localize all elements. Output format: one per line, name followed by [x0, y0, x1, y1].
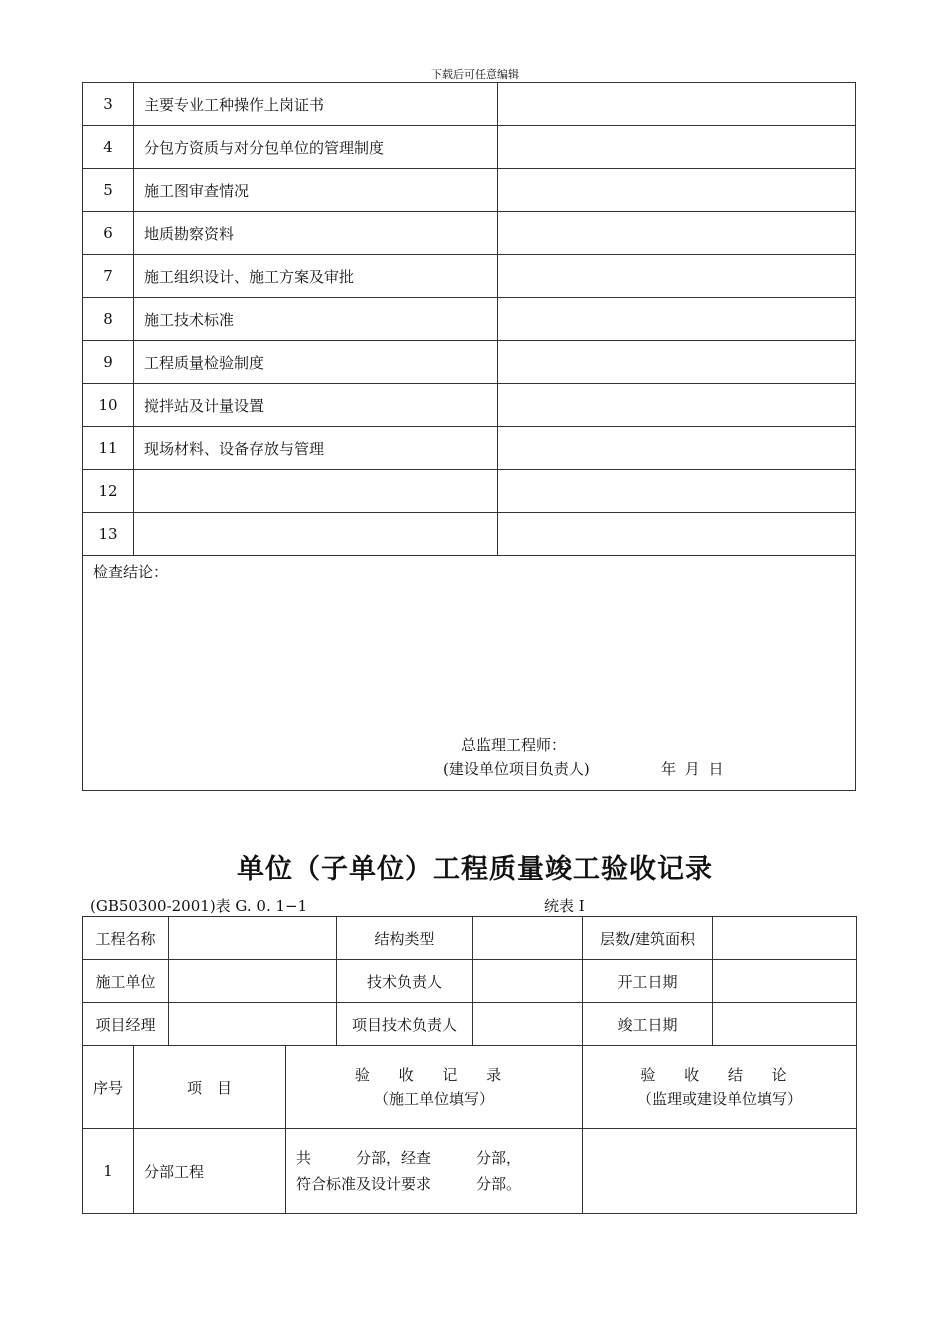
- start-date-label: 开工日期: [583, 960, 713, 1003]
- table-row: [83, 212, 856, 255]
- page-title: 单位（子单位）工程质量竣工验收记录: [237, 854, 713, 885]
- row-item: 施工技术标准: [134, 298, 498, 341]
- row-item: 工程质量检验制度: [134, 341, 498, 384]
- completion-date-label: 竣工日期: [583, 1003, 713, 1046]
- row-number: 7: [83, 255, 134, 298]
- row-number: 12: [83, 470, 134, 513]
- row-status-cell[interactable]: [498, 470, 856, 513]
- project-manager-label: 项目经理: [83, 1003, 169, 1046]
- column-header-record: [286, 1046, 583, 1129]
- row-status-cell[interactable]: [498, 341, 856, 384]
- row-item[interactable]: [134, 470, 498, 513]
- acceptance-table: [82, 1045, 857, 1214]
- row-item: 主要专业工种操作上岗证书: [134, 83, 498, 126]
- row-status-cell[interactable]: [498, 212, 856, 255]
- table-row: [83, 917, 857, 960]
- project-manager-field[interactable]: [169, 1003, 337, 1046]
- table-row: [83, 1129, 857, 1214]
- table-row: [83, 1003, 857, 1046]
- record-header-subtitle: （施工单位填写）: [373, 1090, 494, 1108]
- completion-date-field[interactable]: [713, 1003, 857, 1046]
- row-item: 分包方资质与对分包单位的管理制度: [134, 126, 498, 169]
- column-header-conclusion: [583, 1046, 857, 1129]
- table-row: [83, 83, 856, 126]
- tech-lead-label: 技术负责人: [337, 960, 473, 1003]
- acceptance-conclusion-cell[interactable]: [583, 1129, 857, 1214]
- floors-area-field[interactable]: [713, 917, 857, 960]
- table-row: [83, 384, 856, 427]
- table-row: [83, 513, 856, 556]
- record-line: 符合标准及设计要求 分部。: [296, 1175, 522, 1193]
- row-item: 分部工程: [134, 1129, 286, 1214]
- contractor-label: 施工单位: [83, 960, 169, 1003]
- table-header-row: [83, 1046, 857, 1129]
- standard-code: (GB50300-2001)表 G. 0. 1−1: [90, 897, 308, 915]
- row-item: 搅拌站及计量设置: [134, 384, 498, 427]
- row-number: 11: [83, 427, 134, 470]
- row-number: 9: [83, 341, 134, 384]
- conclusion-header-title: 验 收 结 论: [640, 1066, 799, 1084]
- table-row: [83, 427, 856, 470]
- column-header-item: 项 目: [134, 1046, 286, 1129]
- chief-supervisor-signature-label: 总监理工程师：: [461, 736, 567, 754]
- floors-area-label: 层数/建筑面积: [583, 917, 713, 960]
- row-number: 4: [83, 126, 134, 169]
- row-number: 13: [83, 513, 134, 556]
- row-item: 地质勘察资料: [134, 212, 498, 255]
- row-status-cell[interactable]: [498, 126, 856, 169]
- row-number: 10: [83, 384, 134, 427]
- conclusion-header-subtitle: （监理或建设单位填写）: [636, 1090, 802, 1108]
- tech-lead-field[interactable]: [473, 960, 583, 1003]
- project-tech-lead-field[interactable]: [473, 1003, 583, 1046]
- record-header-title: 验 收 记 录: [354, 1066, 514, 1084]
- record-line: 共 分部，经查 分部，: [296, 1149, 522, 1167]
- row-status-cell[interactable]: [498, 513, 856, 556]
- structure-type-label: 结构类型: [337, 917, 473, 960]
- inspection-conclusion-box[interactable]: [82, 556, 856, 791]
- owner-representative-label: (建设单位项目负责人): [443, 760, 590, 778]
- table-row: [83, 255, 856, 298]
- table-row: [83, 298, 856, 341]
- table-row: [83, 341, 856, 384]
- row-item: 现场材料、设备存放与管理: [134, 427, 498, 470]
- row-status-cell[interactable]: [498, 298, 856, 341]
- row-number: 1: [83, 1129, 134, 1214]
- project-name-label: 工程名称: [83, 917, 169, 960]
- contractor-field[interactable]: [169, 960, 337, 1003]
- column-header-no: 序号: [83, 1046, 134, 1129]
- row-number: 6: [83, 212, 134, 255]
- row-status-cell[interactable]: [498, 169, 856, 212]
- row-status-cell[interactable]: [498, 427, 856, 470]
- row-item: 施工组织设计、施工方案及审批: [134, 255, 498, 298]
- form-code: 统表 I: [544, 897, 585, 915]
- row-number: 8: [83, 298, 134, 341]
- row-status-cell[interactable]: [498, 384, 856, 427]
- row-number: 5: [83, 169, 134, 212]
- table-row: [83, 169, 856, 212]
- table-row: [83, 126, 856, 169]
- table-row: [83, 470, 856, 513]
- row-number: 3: [83, 83, 134, 126]
- project-info-table: [82, 916, 857, 1046]
- project-tech-lead-label: 项目技术负责人: [337, 1003, 473, 1046]
- row-status-cell[interactable]: [498, 255, 856, 298]
- row-item: 施工图审查情况: [134, 169, 498, 212]
- row-status-cell[interactable]: [498, 83, 856, 126]
- structure-type-field[interactable]: [473, 917, 583, 960]
- checklist-table: [82, 82, 856, 556]
- project-name-field[interactable]: [169, 917, 337, 960]
- acceptance-record-cell[interactable]: [286, 1129, 583, 1214]
- conclusion-label: 检查结论：: [93, 563, 169, 581]
- table-row: [83, 960, 857, 1003]
- row-item[interactable]: [134, 513, 498, 556]
- start-date-field[interactable]: [713, 960, 857, 1003]
- header-note: 下载后可任意编辑: [431, 68, 519, 81]
- date-field: 年 月 日: [661, 760, 726, 778]
